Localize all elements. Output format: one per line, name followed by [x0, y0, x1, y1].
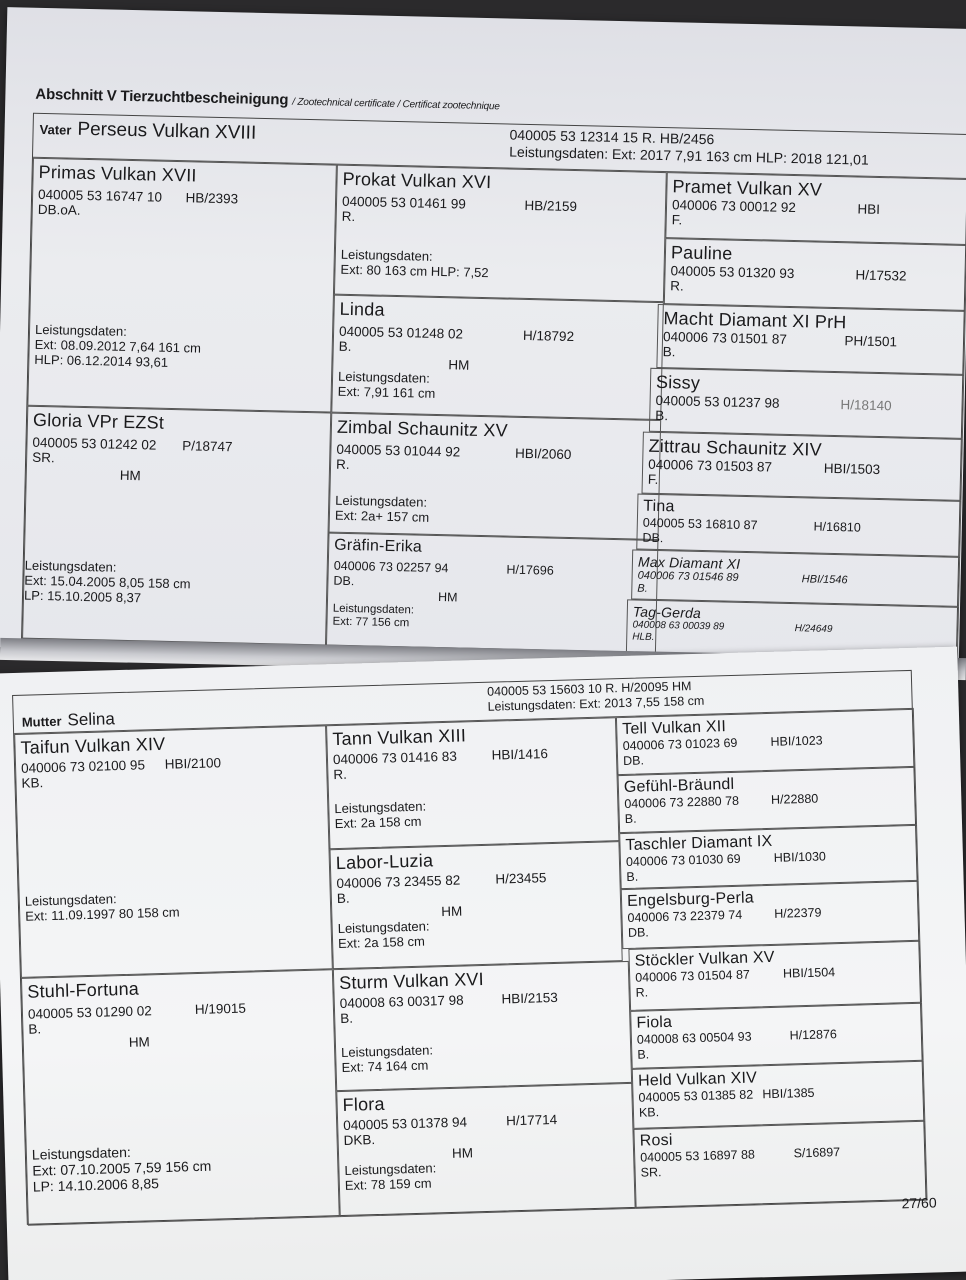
mutter-gen4-1	[618, 767, 918, 833]
animal-id: 040006 73 01023 69	[622, 736, 738, 754]
animal-name: Gräfin-Erika	[334, 536, 423, 556]
animal-id: 040006 73 02100 95	[20, 757, 146, 776]
animal-color: DB.oA.	[37, 202, 81, 219]
mutter-gen4-5	[630, 1003, 924, 1069]
herd-book: H/22880	[770, 791, 819, 808]
animal-color: B.	[338, 338, 352, 355]
perf-label: Leistungsdaten:	[344, 1160, 437, 1179]
animal-name: Pauline	[670, 242, 733, 264]
animal-color: B.	[637, 1047, 650, 1062]
vater-gen2-0	[27, 158, 337, 413]
animal-color: B.	[340, 1010, 354, 1027]
vater-gen4-5	[636, 494, 961, 557]
perf-line: Ext: 7,91 161 cm	[337, 383, 436, 402]
hm-mark: HM	[437, 590, 458, 605]
animal-color: KB.	[638, 1104, 660, 1120]
animal-name: Pramet Vulkan XV	[672, 176, 823, 200]
herd-book: H/18140	[840, 396, 892, 413]
animal-color: R.	[670, 278, 684, 294]
animal-color: R.	[333, 766, 348, 783]
perf-label: Leistungsdaten:	[34, 321, 128, 339]
perf-line: HLP: 06.12.2014 93,61	[34, 351, 169, 370]
herd-book: HBI/2100	[164, 754, 222, 772]
section-subtitle: / Zootechnical certificate / Certificat zootechnique	[292, 96, 500, 113]
animal-color: B.	[662, 344, 676, 360]
hm-mark: HM	[441, 903, 463, 919]
animal-id: 040005 53 01378 94	[342, 1114, 468, 1133]
animal-color: B.	[336, 890, 350, 907]
perf-label: Leistungsdaten:	[24, 557, 117, 575]
animal-color: DB.	[627, 925, 649, 940]
herd-book: HBI/1023	[770, 733, 823, 750]
animal-color: KB.	[21, 775, 44, 792]
animal-id: 040006 73 22379 74	[627, 908, 743, 926]
animal-name: Fiola	[636, 1013, 673, 1032]
animal-id: 040006 73 02257 94	[333, 559, 449, 576]
animal-id: 040006 73 01416 83	[332, 748, 458, 767]
herd-book: HBI/1503	[823, 460, 881, 477]
animal-name: Taschler Diamant IX	[625, 832, 773, 854]
animal-color: R.	[335, 456, 350, 473]
mutter-gen3-0	[326, 717, 619, 849]
herd-book: HBI/1385	[762, 1086, 815, 1102]
perf-line: Ext: 11.09.1997 80 158 cm	[25, 904, 180, 924]
vater-tag: Vater	[39, 121, 72, 138]
perf-line: Ext: 2a+ 157 cm	[334, 507, 430, 525]
animal-id: 040006 73 01030 69	[625, 852, 741, 870]
animal-name: Sissy	[655, 371, 701, 393]
perf-label: Leistungsdaten:	[334, 798, 427, 817]
page-mutter	[0, 647, 966, 1280]
mutter-gen3-1	[329, 841, 622, 969]
animal-color: R.	[341, 208, 356, 225]
mutter-gen4-2	[619, 825, 918, 889]
vater-gen3-2	[329, 413, 662, 540]
animal-name: Rosi	[639, 1131, 673, 1150]
herd-book: H/24649	[794, 623, 833, 636]
animal-color: B.	[655, 408, 669, 424]
perf-line: LP: 15.10.2005 8,37	[23, 587, 142, 606]
herd-book: HB/2393	[185, 189, 239, 207]
vater-gen4-2	[656, 304, 965, 375]
animal-name: Zittrau Schaunitz XIV	[648, 435, 823, 460]
animal-name: Taifun Vulkan XIV	[20, 733, 166, 758]
animal-name: Max Diamant XI	[637, 553, 741, 572]
herd-book: HBI/1030	[773, 849, 827, 866]
vater-gen2-1	[22, 406, 331, 647]
herd-book: H/12876	[789, 1027, 838, 1043]
mutter-perf-line: Leistungsdaten: Ext: 2013 7,55 158 cm	[487, 693, 705, 714]
animal-id: 040005 53 01237 98	[655, 392, 780, 411]
mutter-gen4-7	[633, 1121, 927, 1209]
herd-book: HBI/1504	[782, 965, 836, 982]
mutter-id-line: 040005 53 15603 10 R. H/20095 HM	[486, 679, 692, 699]
animal-color: SR.	[32, 450, 55, 466]
mutter-gen4-0	[616, 709, 916, 775]
mutter-gen4-3	[621, 881, 921, 949]
animal-name: Sturm Vulkan XVI	[338, 968, 485, 994]
animal-color: DB.	[333, 573, 355, 588]
hm-mark: HM	[128, 1034, 151, 1050]
animal-id: 040005 53 16810 87	[642, 516, 758, 533]
animal-color: B.	[637, 582, 648, 595]
animal-name: Held Vulkan XIV	[637, 1069, 758, 1090]
herd-book: HBI/1546	[801, 573, 848, 587]
animal-name: Stöckler Vulkan XV	[634, 948, 775, 970]
animal-name: Tag-Gerda	[632, 603, 702, 622]
mutter-gen2-0	[14, 725, 333, 978]
vater-gen4-0	[665, 172, 966, 245]
perf-label: Leistungsdaten:	[31, 1143, 131, 1163]
animal-id: 040005 53 01290 02	[27, 1002, 153, 1022]
herd-book: P/18747	[182, 437, 233, 455]
animal-name: Tina	[643, 497, 675, 516]
animal-name: Engelsburg-Perla	[626, 889, 755, 910]
page-number: 27/60	[901, 1194, 937, 1212]
mutter-gen4-6	[632, 1061, 926, 1129]
herd-book: HBI/2153	[501, 989, 558, 1007]
mutter-name: Selina	[67, 709, 116, 730]
perf-line: Ext: 07.10.2005 7,59 156 cm	[32, 1157, 212, 1179]
animal-color: HLB.	[632, 631, 655, 643]
animal-id: 040006 73 23455 82	[336, 872, 461, 891]
animal-name: Gloria VPr EZSt	[32, 409, 165, 433]
herd-book: H/19015	[194, 1000, 247, 1017]
animal-id: 040005 53 01248 02	[338, 323, 464, 342]
animal-id: 040005 53 16897 88	[640, 1147, 756, 1166]
animal-name: Labor-Luzia	[335, 850, 434, 874]
animal-color: R.	[635, 985, 649, 1000]
herd-book: H/18792	[522, 327, 575, 344]
animal-name: Flora	[342, 1093, 385, 1115]
herd-book: H/17532	[855, 267, 907, 284]
animal-id: 040008 63 00317 98	[339, 992, 464, 1011]
perf-label: Leistungsdaten:	[340, 246, 433, 264]
pedigree-vater	[21, 113, 966, 660]
herd-book: H/23455	[495, 869, 547, 887]
perf-line: Ext: 77 156 cm	[332, 615, 410, 630]
animal-color: DKB.	[343, 1132, 376, 1149]
herd-book: H/17714	[505, 1111, 558, 1129]
perf-label: Leistungsdaten:	[337, 368, 431, 387]
vater-gen4-6	[631, 549, 960, 606]
mutter-tag: Mutter	[21, 713, 62, 730]
vater-gen4-1	[664, 238, 966, 311]
hm-mark: HM	[448, 356, 470, 373]
mutter-gen3-3	[336, 1083, 635, 1217]
animal-id: 040006 73 01504 87	[635, 967, 751, 986]
section-title	[35, 86, 500, 114]
animal-id: 040005 53 01461 99	[341, 193, 467, 212]
animal-name: Gefühl-Bräundl	[623, 775, 735, 796]
animal-id: 040008 63 00039 89	[632, 619, 725, 633]
perf-line: Ext: 15.04.2005 8,05 158 cm	[24, 572, 191, 592]
pedigree-mutter	[12, 670, 926, 1225]
animal-id: 040005 53 01044 92	[336, 441, 461, 460]
animal-name: Stuhl-Fortuna	[27, 978, 140, 1002]
animal-color: DB.	[642, 530, 664, 545]
animal-color: B.	[28, 1021, 42, 1037]
perf-line: Ext: 2a 158 cm	[337, 933, 426, 952]
animal-id: 040006 73 01546 89	[637, 569, 739, 584]
animal-id: 040005 53 01242 02	[32, 434, 157, 453]
mutter-gen4-4	[628, 941, 922, 1011]
mutter-gen2-1	[21, 969, 340, 1226]
animal-name: Primas Vulkan XVII	[38, 161, 197, 186]
perf-label: Leistungsdaten:	[337, 918, 430, 937]
perf-label: Leistungsdaten:	[335, 492, 428, 510]
animal-id: 040006 73 00012 92	[671, 196, 797, 215]
animal-color: B.	[626, 869, 639, 884]
vater-gen4-4	[642, 432, 963, 501]
animal-color: F.	[647, 471, 659, 488]
page-vater	[0, 7, 966, 669]
animal-name: Tann Vulkan XIII	[332, 725, 467, 750]
animal-id: 040006 73 01501 87	[662, 328, 788, 347]
animal-name: Zimbal Schaunitz XV	[336, 416, 509, 441]
vater-perf-line: Leistungsdaten: Ext: 2017 7,91 163 cm HLP: 2018 121,01	[509, 143, 869, 168]
perf-label: Leistungsdaten:	[340, 1042, 434, 1060]
herd-book: HBI/2060	[514, 445, 572, 462]
animal-id: 040005 53 01320 93	[670, 262, 795, 281]
mutter-gen3-2	[333, 961, 632, 1091]
animal-id: 040005 53 01385 82	[638, 1087, 754, 1106]
vater-gen3-0	[334, 165, 667, 302]
animal-id: 040006 73 22880 78	[624, 794, 740, 812]
perf-label: Leistungsdaten:	[24, 891, 117, 909]
herd-book: HBI	[857, 201, 881, 217]
animal-name: Tell Vulkan XII	[622, 718, 727, 739]
herd-book: S/16897	[793, 1145, 841, 1161]
animal-name: Prokat Vulkan XVI	[342, 168, 492, 193]
animal-id: 040006 73 01503 87	[648, 456, 773, 475]
perf-line: Ext: 74 164 cm	[341, 1057, 429, 1075]
vater-gen4-3	[649, 368, 964, 439]
animal-name: Linda	[339, 298, 385, 320]
perf-line: LP: 14.10.2006 8,85	[32, 1175, 160, 1195]
herd-book: HBI/1416	[491, 745, 549, 763]
animal-color: B.	[624, 811, 637, 826]
animal-id: 040008 63 00504 93	[636, 1029, 752, 1048]
animal-color: DB.	[622, 753, 645, 768]
animal-color: SR.	[640, 1164, 662, 1180]
perf-label: Leistungsdaten:	[332, 602, 415, 617]
vater-id-line: 040005 53 12314 15 R. HB/2456	[509, 126, 715, 148]
animal-id: 040005 53 16747 10	[37, 186, 163, 205]
herd-book: H/17696	[506, 562, 554, 579]
animal-color: F.	[671, 212, 683, 228]
herd-book: H/16810	[813, 519, 861, 536]
vater-gen3-1	[331, 295, 664, 420]
vater-name: Perseus Vulkan XVIII	[77, 118, 257, 144]
vater-gen3-3	[326, 533, 659, 654]
animal-name: Macht Diamant XI PrH	[663, 308, 847, 333]
section-title-text: Abschnitt V Tierzuchtbescheinigung	[35, 85, 289, 109]
perf-line: Ext: 80 163 cm HLP: 7,52	[340, 261, 489, 281]
perf-line: Ext: 08.09.2012 7,64 161 cm	[34, 336, 202, 356]
hm-mark: HM	[119, 467, 141, 483]
hm-mark: HM	[451, 1145, 474, 1161]
perf-line: Ext: 2a 158 cm	[334, 813, 422, 832]
perf-line: Ext: 78 159 cm	[344, 1175, 432, 1194]
herd-book: PH/1501	[844, 332, 898, 350]
herd-book: HB/2159	[524, 197, 578, 214]
herd-book: H/22379	[774, 905, 822, 922]
